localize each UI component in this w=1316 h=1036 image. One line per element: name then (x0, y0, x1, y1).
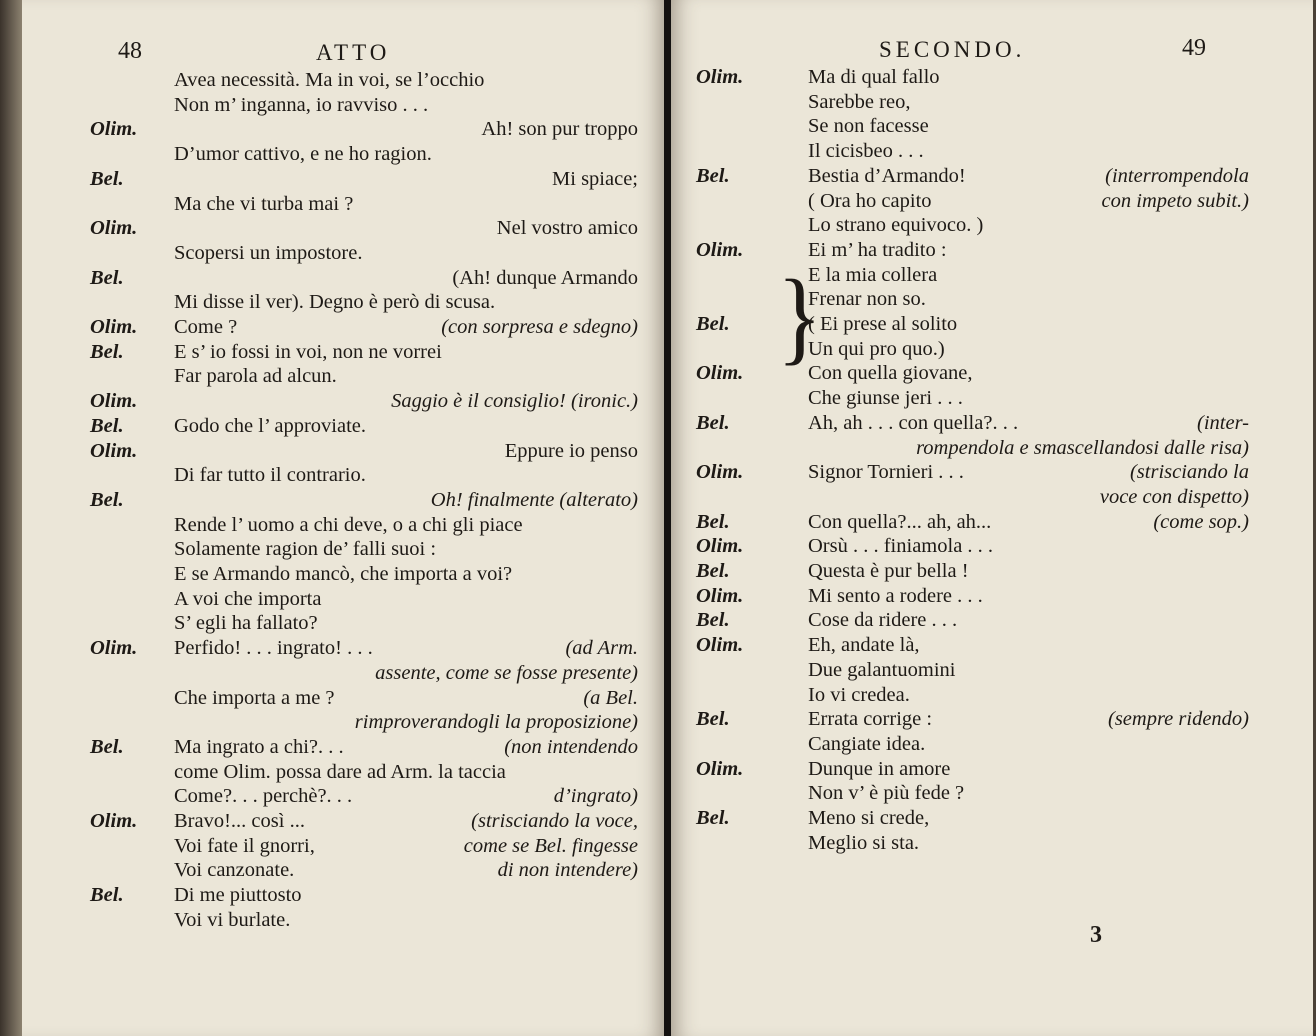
script-line (696, 757, 1249, 782)
speaker-name: Olim. (696, 461, 744, 484)
line-text: Bravo!... così ... (174, 810, 305, 832)
line-text-right: rompendola e smascellandosi dalle risa) (916, 436, 1249, 459)
line-text-right: Ah! son pur troppo (481, 118, 638, 141)
script-line (696, 584, 1249, 609)
speaker-name: Olim. (90, 637, 138, 660)
script-line (90, 513, 638, 538)
speaker-name: Olim. (696, 584, 744, 607)
script-line (90, 290, 638, 315)
line-text-right: (come sop.) (1153, 510, 1249, 533)
script-line (696, 683, 1249, 708)
speaker-name: Olim. (696, 757, 744, 780)
script-line (90, 611, 638, 636)
script-line (90, 760, 638, 785)
speaker-name: Olim. (696, 535, 744, 558)
line-text: Solamente ragion de’ falli suoi : (174, 538, 437, 561)
script-line (90, 439, 638, 464)
script-line (90, 883, 638, 908)
script-line (696, 831, 1249, 856)
line-text: Ma di qual fallo (808, 66, 940, 88)
script-line (696, 411, 1249, 436)
line-text: Signor Tornieri . . . (808, 461, 964, 484)
script-line (90, 93, 638, 118)
line-text-right: voce con dispetto) (1099, 485, 1249, 508)
line-text-right: con impeto subit.) (1101, 189, 1249, 212)
script-line (696, 287, 1249, 312)
line-text: Frenar non so. (808, 288, 926, 311)
line-text: Dunque in amore (808, 757, 951, 780)
line-text-right: (ad Arm. (565, 637, 638, 660)
line-text-right: Nel vostro amico (496, 217, 638, 240)
script-line (696, 361, 1249, 386)
line-text-right: (inter- (1197, 411, 1249, 434)
speaker-name: Bel. (90, 884, 124, 907)
script-line (90, 463, 638, 488)
script-line (90, 537, 638, 562)
line-text-right: assente, come se fosse presente) (375, 661, 638, 684)
script-line (696, 90, 1249, 115)
speaker-name: Bel. (696, 164, 730, 187)
speaker-name: Bel. (90, 266, 124, 289)
script-line (90, 661, 638, 686)
script-line (90, 68, 638, 93)
script-line (90, 710, 638, 735)
line-text: Non v’ è più fede ? (808, 782, 965, 805)
script-line (696, 65, 1249, 90)
line-text: Sarebbe reo, (808, 90, 911, 113)
line-text: Ma ingrato a chi?. . . (174, 735, 344, 758)
book-edge-left (0, 0, 22, 1036)
script-line (696, 263, 1249, 288)
line-text: Questa è pur bella ! (808, 560, 969, 582)
script-line (696, 559, 1249, 584)
script-line (90, 192, 638, 217)
line-text: Perfido! . . . ingrato! . . . (174, 637, 373, 660)
book-gutter (664, 0, 671, 1036)
line-text: Lo strano equivoco. ) (808, 214, 984, 237)
speaker-name: Bel. (90, 735, 124, 758)
line-text: Eh, andate là, (808, 634, 920, 657)
line-text: Orsù . . . finiamola . . . (808, 535, 994, 558)
script-line (90, 587, 638, 612)
script-line (696, 436, 1249, 461)
speaker-name: Bel. (90, 167, 124, 190)
script-line (90, 636, 638, 661)
page-number: 48 (118, 38, 142, 64)
script-line (696, 164, 1249, 189)
line-text: A voi che importa (174, 587, 322, 610)
bracket-brace: } (777, 258, 823, 376)
script-line (90, 167, 638, 192)
speaker-name: Bel. (90, 340, 124, 363)
line-text: Due galantuomini (808, 658, 956, 681)
script-line (696, 460, 1249, 485)
line-text-right: (non intendendo (504, 735, 638, 758)
line-text: Come?. . . perchè?. . . (174, 785, 353, 808)
line-text-right: Oh! finalmente (alterato) (430, 488, 638, 511)
script-line (696, 238, 1249, 263)
line-text: Come ? (174, 316, 238, 338)
line-text: Mi disse il ver). Degno è però di scusa. (174, 291, 496, 314)
speaker-name: Olim. (696, 238, 744, 261)
speaker-name: Bel. (696, 411, 730, 434)
line-text: Scopersi un impostore. (174, 241, 363, 264)
line-text: Non m’ inganna, io ravviso . . . (174, 93, 429, 116)
script-line (696, 732, 1249, 757)
speaker-name: Bel. (90, 488, 124, 511)
script-line (90, 834, 638, 859)
script-line (90, 389, 638, 414)
line-text: Che giunse jeri . . . (808, 387, 963, 410)
speaker-name: Olim. (90, 118, 138, 141)
line-text: Voi canzonate. (174, 859, 295, 882)
script-line (696, 633, 1249, 658)
line-text: Ah, ah . . . con quella?. . . (808, 411, 1019, 434)
script-line (90, 686, 638, 711)
line-text: Il cicisbeo . . . (808, 140, 924, 163)
script-line (696, 114, 1249, 139)
line-text-right: Saggio è il consiglio! (ironic.) (391, 390, 638, 413)
script-line (90, 117, 638, 142)
line-text-right: (sempre ridendo) (1108, 708, 1249, 731)
line-text: Cose da ridere . . . (808, 609, 958, 632)
script-line (90, 488, 638, 513)
script-line (90, 340, 638, 365)
speaker-name: Bel. (696, 609, 730, 632)
line-text: ( Ei prese al solito (808, 313, 958, 335)
line-text: S’ egli ha fallato? (174, 612, 318, 635)
speaker-name: Olim. (90, 316, 138, 338)
script-line (696, 534, 1249, 559)
line-text: Bestia d’Armando! (808, 164, 966, 187)
script-line (90, 216, 638, 241)
speaker-name: Olim. (696, 362, 744, 385)
line-text: Con quella?... ah, ah... (808, 510, 992, 533)
line-text: Mi sento a rodere . . . (808, 584, 983, 607)
line-text: Godo che l’ approviate. (174, 414, 367, 437)
right-page (671, 0, 1313, 1036)
line-text-right: (a Bel. (583, 686, 638, 709)
script-line (696, 386, 1249, 411)
line-text: D’umor cattivo, e ne ho ragion. (174, 143, 432, 166)
speaker-name: Bel. (90, 414, 124, 437)
script-line (90, 414, 638, 439)
script-line (90, 735, 638, 760)
line-text: Che importa a me ? (174, 686, 335, 709)
script-line (696, 658, 1249, 683)
script-line (90, 784, 638, 809)
script-line (90, 142, 638, 167)
script-line (696, 337, 1249, 362)
line-text: E s’ io fossi in voi, non ne vorrei (174, 340, 442, 363)
line-text-right: d’ingrato) (553, 785, 638, 808)
speaker-name: Olim. (90, 217, 138, 240)
script-line (90, 562, 638, 587)
script-line (696, 510, 1249, 535)
line-text-right: rimproverandogli la proposizione) (354, 711, 638, 734)
running-head: SECONDO. (879, 37, 1026, 62)
speaker-name: Bel. (696, 807, 730, 829)
script-line (696, 189, 1249, 214)
line-text: Rende l’ uomo a chi deve, o a chi gli piace (174, 513, 523, 536)
line-text: Voi fate il gnorri, (174, 834, 315, 857)
line-text: Meno si crede, (808, 807, 930, 829)
line-text: Se non facesse (808, 115, 929, 138)
line-text: Avea necessità. Ma in voi, se l’occhio (174, 69, 485, 91)
script-line (90, 315, 638, 340)
line-text-right: di non intendere) (497, 859, 638, 882)
line-text: E se Armando mancò, che importa a voi? (174, 563, 513, 585)
script-line (696, 806, 1249, 831)
script-line (696, 781, 1249, 806)
line-text: E la mia collera (808, 263, 938, 286)
line-text: Io vi credea. (808, 683, 910, 706)
line-text: Ma che vi turba mai ? (174, 192, 354, 215)
script-line (90, 809, 638, 834)
script-line (696, 485, 1249, 510)
speaker-name: Olim. (696, 634, 744, 657)
speaker-name: Bel. (696, 313, 730, 335)
speaker-name: Olim. (696, 66, 744, 88)
line-text-right: (strisciando la (1129, 461, 1249, 484)
line-text: Meglio si sta. (808, 831, 920, 854)
line-text-right: Eppure io penso (504, 439, 638, 462)
line-text: Errata corrige : (808, 708, 933, 731)
speaker-name: Bel. (696, 708, 730, 731)
line-text: Ei m’ ha tradito : (808, 238, 947, 261)
line-text: ( Ora ho capito (808, 189, 932, 212)
line-text: Un qui pro quo.) (808, 337, 945, 360)
line-text: Con quella giovane, (808, 362, 973, 385)
script-line (696, 139, 1249, 164)
line-text-right: Mi spiace; (552, 167, 638, 190)
line-text: Voi vi burlate. (174, 908, 291, 931)
line-text: come Olim. possa dare ad Arm. la taccia (174, 760, 506, 783)
speaker-name: Olim. (90, 390, 138, 413)
line-text-right: come se Bel. fingesse (463, 834, 638, 857)
line-text: Cangiate idea. (808, 732, 926, 755)
line-text-right: (con sorpresa e sdegno) (441, 316, 638, 338)
speaker-name: Bel. (696, 560, 730, 582)
script-line (90, 241, 638, 266)
line-text: Di far tutto il contrario. (174, 464, 366, 487)
script-line (696, 608, 1249, 633)
line-text: Di me piuttosto (174, 884, 302, 907)
left-page (22, 0, 664, 1036)
line-text-right: (strisciando la voce, (471, 810, 638, 832)
script-line (696, 312, 1249, 337)
line-text: Far parola ad alcun. (174, 365, 337, 388)
signature-mark: 3 (1090, 922, 1102, 948)
script-line (90, 364, 638, 389)
script-line (90, 266, 638, 291)
speaker-name: Bel. (696, 510, 730, 533)
script-line (90, 908, 638, 933)
page-number: 49 (1182, 35, 1206, 61)
speaker-name: Olim. (90, 810, 138, 832)
script-line (696, 707, 1249, 732)
speaker-name: Olim. (90, 439, 138, 462)
running-head: ATTO (316, 40, 391, 65)
line-text-right: (Ah! dunque Armando (452, 266, 638, 289)
script-line (696, 213, 1249, 238)
line-text-right: (interrompendola (1105, 164, 1249, 187)
script-line (90, 858, 638, 883)
